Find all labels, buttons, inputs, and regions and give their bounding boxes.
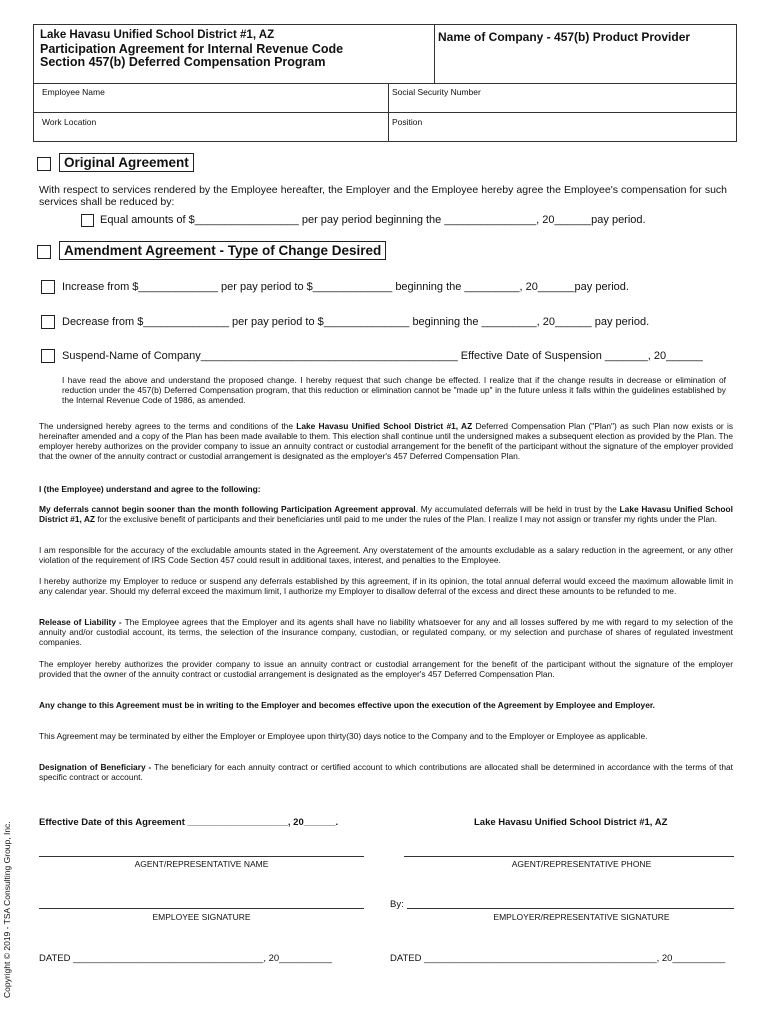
by-label: By: (390, 899, 404, 910)
work-location-field[interactable]: Work Location (42, 117, 97, 127)
terms-paragraph-2: I (the Employee) understand and agree to the following: (39, 484, 261, 494)
terms-paragraph-5: I hereby authorize my Employer to reduce or suspend any deferrals established by this agreement, if in its opinion, the total annual deferral would exceed the maximum allowable limit in any calendar year. Should my deferral exceed the maximum limit, I authorize my Employer to disallow deferral of the excess and direct these amounts to be refunded to me. (39, 576, 733, 596)
info-row-divider (34, 112, 736, 113)
amendment-notice: I have read the above and understand the proposed change. I hereby request that such change be effected. I realize that if the change results in decrease or elimination of reduction under the 457(b) Deferred Compensation program, that this reduction or elimination cannot be "made up" in the future unless it falls within the guidelines established by the Internal Revenue Code of 1986, as amended. (62, 375, 726, 405)
terms-paragraph-10: Designation of Beneficiary - The beneficiary for each annuity contract or certified account to which contributions are allocated shall be determined in accordance with the terms of that specific contract or account. (39, 762, 733, 782)
form-title-line2: Section 457(b) Deferred Compensation Program (40, 55, 326, 69)
ssn-field[interactable]: Social Security Number (392, 87, 481, 97)
amendment-agreement-checkbox[interactable] (37, 245, 51, 259)
decrease-checkbox[interactable] (41, 315, 55, 329)
effective-date-line[interactable]: Effective Date of this Agreement ___________________, 20______. (39, 817, 339, 828)
employee-signature-line[interactable] (39, 908, 364, 909)
increase-checkbox[interactable] (41, 280, 55, 294)
amendment-agreement-title: Amendment Agreement - Type of Change Desired (59, 241, 386, 260)
original-agreement-title: Original Agreement (59, 153, 194, 172)
agent-name-line[interactable] (39, 856, 364, 857)
terms-paragraph-6: Release of Liability - The Employee agrees that the Employer and its agents shall have no liability whatsoever for any and all losses suffered by me with regard to my selection of the annuity and/or custodial account, its terms, the selection of the insurance company, custodian, or regulated company, or my selection and purchase of shares of regulated investment companies. (39, 617, 733, 647)
employee-info-box (33, 84, 737, 142)
agent-phone-caption: AGENT/REPRESENTATIVE PHONE (511, 859, 652, 869)
original-agreement-checkbox[interactable] (37, 157, 51, 171)
agent-name-caption: AGENT/REPRESENTATIVE NAME (134, 859, 269, 869)
form-title-line1: Participation Agreement for Internal Revenue Code (40, 42, 344, 56)
equal-amounts-checkbox[interactable] (81, 214, 94, 227)
original-agreement-text: With respect to services rendered by the Employee hereafter, the Employer and the Employee hereby agree the Employee's compensation for such services shall be reduced by: (39, 184, 727, 208)
employee-signature-caption: EMPLOYEE SIGNATURE (152, 912, 251, 922)
header-divider (434, 25, 435, 83)
terms-paragraph-4: I am responsible for the accuracy of the excludable amounts stated in the Agreement. Any overstatement of the amounts excludable as a salary reduction in the agreement, or any other violation of the requirement of IRS Code Section 457 could result in additional taxes, interest, and penalties to the Employee. (39, 545, 733, 565)
terms-paragraph-1: The undersigned hereby agrees to the terms and conditions of the Lake Havasu Unified School District #1, AZ Deferred Compensation Plan ("Plan") as such Plan now exists or is hereinafter amended and a copy of the Plan has been made available to them. This election shall continue until the undersigned makes a subsequent election as provided by the Plan. The employer hereby authorizes on the provider company to issue an annuity contract or custodial arrangement for the benefit of the participant without the signature of the employer provided that the owner of the annuity contract or custodial arrangement is designated as the employer's 457 Deferred Compensation Plan. (39, 421, 734, 461)
position-field[interactable]: Position (392, 117, 423, 127)
provider-label[interactable]: Name of Company - 457(b) Product Provider (438, 30, 691, 44)
employer-signature-caption: EMPLOYER/REPRESENTATIVE SIGNATURE (493, 912, 670, 922)
increase-line[interactable]: Increase from $_____________ per pay period to $_____________ beginning the _________, 20______pay period. (62, 281, 629, 293)
terms-paragraph-3: My deferrals cannot begin sooner than the month following Participation Agreement approval. My accumulated deferrals will be held in trust by the Lake Havasu Unified School District #1, AZ for the exclusive benefit of participants and their beneficiaries until paid to me under the rules of the Plan. I realize I may not assign or transfer my rights under the Plan. (39, 504, 733, 524)
dated-right-line[interactable]: DATED ____________________________________________, 20__________ (390, 953, 726, 964)
agent-phone-line[interactable] (404, 856, 734, 857)
suspend-checkbox[interactable] (41, 349, 55, 363)
district-signature-label: Lake Havasu Unified School District #1, AZ (474, 817, 668, 828)
district-name: Lake Havasu Unified School District #1, AZ (40, 29, 275, 41)
suspend-line[interactable]: Suspend-Name of Company__________________________________________ Effective Date of Suspension _______, 20______ (62, 350, 703, 362)
copyright-notice: Copyright © 2019 - TSA Consulting Group, Inc. (2, 821, 12, 998)
header-box (33, 24, 737, 84)
equal-amounts-line[interactable]: Equal amounts of $_________________ per pay period beginning the _______________, 20______pay period. (100, 214, 646, 226)
terms-paragraph-7: The employer hereby authorizes the provider company to issue an annuity contract or custodial arrangement for the benefit of the participant without the signature of the employer provided that the owner of the annuity contract or custodial arrangement is designated as the employer's 457 Deferred Compensation Plan. (39, 659, 733, 679)
employer-signature-line[interactable] (407, 908, 734, 909)
terms-paragraph-8: Any change to this Agreement must be in writing to the Employer and becomes effective upon the execution of the Agreement by Employee and Employer. (39, 700, 655, 710)
terms-paragraph-9: This Agreement may be terminated by either the Employer or Employee upon thirty(30) days notice to the Company and to the Employer or Employee as applicable. (39, 731, 648, 741)
employee-name-field[interactable]: Employee Name (42, 87, 105, 97)
dated-left-line[interactable]: DATED ____________________________________, 20__________ (39, 953, 333, 964)
decrease-line[interactable]: Decrease from $______________ per pay period to $______________ beginning the _________, 20______ pay period. (62, 316, 650, 328)
